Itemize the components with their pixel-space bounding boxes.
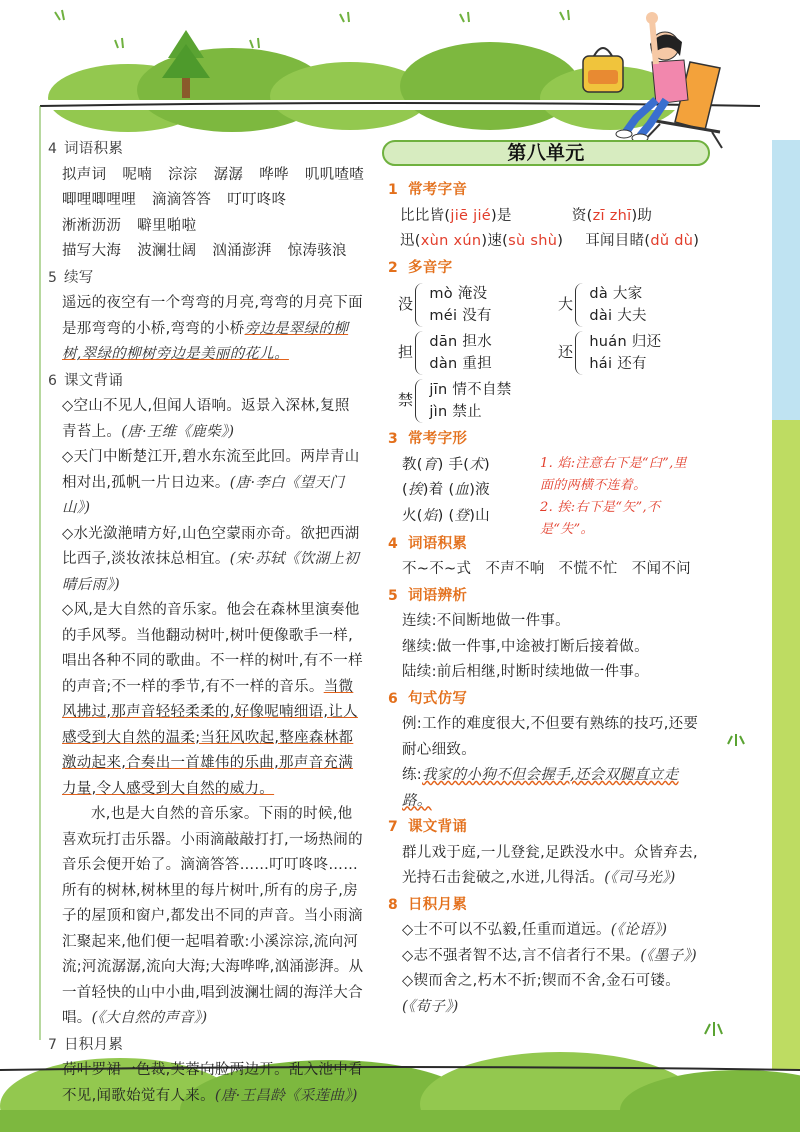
brace <box>415 283 425 327</box>
poem-text: ◇天门中断楚江开,碧水东流至此回。两岸青山相对出,孤帆一片日边来。 <box>62 449 360 491</box>
reading: dà 大家 <box>589 286 643 302</box>
recitation-item <box>48 394 364 445</box>
recitation-item <box>48 802 364 1032</box>
section-title: 课文背诵 <box>408 819 468 835</box>
section-number: 1 <box>388 182 399 198</box>
pronunciation-item <box>400 229 563 255</box>
word: 不慌不忙 <box>558 561 618 577</box>
word: 淅淅沥沥 <box>62 217 122 234</box>
brace <box>575 331 585 375</box>
handwritten-answer: 我家的小狗不但会握手,还会双腿直立走路。 <box>402 767 679 809</box>
word-part: )速( <box>481 233 509 249</box>
quote: ◇志不强者智不达,言不信者行不果。 <box>402 947 641 964</box>
word: 惊涛骇浪 <box>287 243 347 259</box>
text: ) <box>484 456 490 473</box>
right-section-7-header <box>388 815 708 841</box>
pronunciation-row <box>388 229 708 255</box>
word-row <box>388 557 708 583</box>
text: ) 手( <box>437 456 470 473</box>
section-title: 课文背诵 <box>64 372 124 389</box>
pinyin-options: jiē jié <box>450 207 492 224</box>
character: 还 <box>558 343 574 362</box>
word-part: 耳闻目睹( <box>585 233 651 249</box>
word-part: )是 <box>491 207 512 224</box>
sky-strip <box>772 140 800 420</box>
section-number: 4 <box>388 535 399 552</box>
practice-sentence <box>388 763 708 814</box>
right-section-5-header <box>388 584 708 610</box>
unit-title: 第八单元 <box>507 142 585 164</box>
reading: mò 淹没 <box>429 286 488 302</box>
section-number: 4 <box>48 141 58 157</box>
word: 噼里啪啦 <box>137 217 197 234</box>
quote-line <box>388 918 708 944</box>
recitation-item <box>48 598 364 802</box>
character: 担 <box>398 343 414 362</box>
reading: dài 大夫 <box>589 308 647 324</box>
word: 汹涌澎湃 <box>212 243 272 259</box>
text: )着 ( <box>422 482 455 498</box>
section-number: 2 <box>388 259 399 276</box>
word-row <box>48 239 364 265</box>
readings <box>429 379 511 423</box>
pronunciation-row <box>388 204 708 230</box>
section-title: 日积月累 <box>408 896 468 913</box>
polyphone-item <box>558 283 708 327</box>
poem-text: ◇水光潋滟晴方好,山色空蒙雨亦奇。欲把西湖比西子,淡妆浓抹总相宜。 <box>62 525 360 567</box>
source: (《荀子》) <box>402 998 459 1015</box>
word-part: ) <box>557 233 564 249</box>
text: )山 <box>469 507 490 524</box>
readings <box>589 283 647 327</box>
quote-line <box>388 944 708 970</box>
left-section-5-header <box>48 266 364 292</box>
answer: 登 <box>454 507 470 524</box>
continuation-paragraph <box>48 291 364 368</box>
note-2: 2. 挨:右下是“矢”,不是“失”。 <box>540 499 661 537</box>
brace <box>415 331 425 375</box>
quote-line <box>388 969 708 1020</box>
word: 描写大海 <box>62 243 122 259</box>
quote: ◇锲而舍之,朽木不折;锲而不舍,金石可镂。 <box>402 973 681 989</box>
recitation-text <box>388 841 708 892</box>
word: 叮叮咚咚 <box>227 192 287 208</box>
poem-source: (宋·苏轼《饮湖上初晴后雨》) <box>62 551 359 593</box>
reading: dàn 重担 <box>429 356 493 372</box>
definition-line: 陆续:前后相继,时断时续地做一件事。 <box>402 664 649 680</box>
prose-text: 群儿戏于庭,一儿登瓮,足跌没水中。众皆弃去,光持石击瓮破之,水迸,儿得活。 <box>402 844 698 886</box>
reading: jìn 禁止 <box>429 404 482 420</box>
reading: méi 没有 <box>429 308 492 324</box>
right-column <box>388 136 708 1020</box>
section-title: 句式仿写 <box>408 690 468 707</box>
pronunciation-item <box>585 229 699 255</box>
word-row <box>48 188 364 214</box>
reading: hái 还有 <box>589 356 647 372</box>
word-part: )助 <box>631 207 653 224</box>
practice-label: 练: <box>402 767 422 783</box>
prose-text: ◇风,是大自然的音乐家。他会在森林里演奏他的手风琴。当他翻动树叶,树叶便像歌手一样,唱出各种不同的歌曲。不一样的树叶,有不一样的声音;不一样的季节,有不一样的音乐。 <box>62 602 363 695</box>
word: 不声不响 <box>485 561 545 577</box>
daily-accumulation <box>48 1058 364 1109</box>
poem-source: (唐·李白《望天门山》) <box>62 474 345 516</box>
poem-source: (唐·王维《鹿柴》) <box>121 423 235 440</box>
word-row <box>48 163 364 189</box>
pinyin-options: dǔ dù <box>650 233 694 249</box>
readings <box>429 283 491 327</box>
printed-text: 遥远的夜空有一个弯弯的月亮,弯弯的月亮下面是那弯弯的小桥,弯弯的小桥 <box>62 295 363 337</box>
section-number: 5 <box>48 269 58 286</box>
polyphone-row <box>398 331 708 375</box>
section-title: 词语积累 <box>64 141 124 157</box>
readings <box>429 331 492 375</box>
right-section-1-header <box>388 178 708 204</box>
handwritten-notes <box>540 453 700 541</box>
prose-text-underlined: 当微风拂过,那声音轻轻柔柔的,好像呢喃细语,让人感受到大自然的温柔;当狂风吹起,整座森林都激动起来,合奏出一首雄伟的乐曲,那声音充满力量,令人感受到大自然的威力。 <box>62 678 358 797</box>
pinyin-options: zī zhī <box>592 207 632 224</box>
polyphone-item <box>558 331 708 375</box>
polyphone-item <box>398 283 548 327</box>
answer: 挨 <box>407 482 423 498</box>
right-section-3-header <box>388 427 708 453</box>
text: ( <box>402 482 408 498</box>
word: 淙淙 <box>168 166 198 183</box>
quote: ◇士不可以不弘毅,任重而道远。 <box>402 922 611 938</box>
answer: 血 <box>454 482 470 498</box>
character-form-block <box>388 453 708 537</box>
polyphone-item <box>398 379 548 423</box>
character: 禁 <box>398 391 414 410</box>
recitation-item <box>48 522 364 599</box>
poem-source: (唐·王昌龄《采莲曲》) <box>214 1087 358 1104</box>
word-part: 迅( <box>400 233 421 249</box>
source: (《墨子》) <box>640 947 697 964</box>
word-row <box>48 214 364 240</box>
word: 拟声词 <box>62 166 107 183</box>
section-title: 词语辨析 <box>408 587 468 604</box>
section-number: 7 <box>388 819 399 835</box>
section-title: 词语积累 <box>408 535 468 552</box>
poem-text: 荷叶罗裙一色裁,芙蓉向脸两边开。乱入池中看不见,闻歌始觉有人来。 <box>62 1062 363 1104</box>
section-number: 5 <box>388 587 399 604</box>
section-number: 3 <box>388 431 399 447</box>
word-part: ) <box>693 233 700 249</box>
pinyin-options: xùn xún <box>420 233 482 249</box>
brace <box>415 379 425 423</box>
pronunciation-item <box>572 204 652 230</box>
brace <box>575 283 585 327</box>
grass-strip <box>772 420 800 1070</box>
source: (《司马光》) <box>604 870 676 886</box>
section-title: 多音字 <box>408 259 453 276</box>
word: 叽叽喳喳 <box>304 166 365 183</box>
section-number: 6 <box>48 372 58 389</box>
left-section-4-header <box>48 137 364 163</box>
word: 哗哗 <box>259 166 289 183</box>
text: ) ( <box>437 507 455 524</box>
polyphone-row <box>398 379 708 423</box>
definition-line: 连续:不间断地做一件事。 <box>402 613 570 629</box>
polyphone-row <box>398 283 708 327</box>
word-part: 比比皆( <box>400 207 451 224</box>
right-section-6-header <box>388 687 708 713</box>
handwritten-answer: 旁边是翠绿的柳树,翠绿的柳树旁边是美丽的花儿。 <box>62 320 349 362</box>
text: 火( <box>402 507 423 524</box>
pronunciation-item <box>400 204 512 230</box>
source: (《论语》) <box>610 922 668 938</box>
backpack-icon <box>583 48 623 92</box>
word: 波澜壮阔 <box>137 243 197 259</box>
polyphone-group <box>388 283 708 423</box>
reading: huán 归还 <box>589 334 662 350</box>
word: 滴滴答答 <box>152 192 212 208</box>
right-section-2-header <box>388 256 708 282</box>
character: 没 <box>398 295 414 314</box>
word: 呢喃 <box>122 166 152 183</box>
character: 大 <box>558 295 574 314</box>
answer: 焰 <box>422 507 438 524</box>
example-sentence: 例:工作的难度很大,不但要有熟练的技巧,还要耐心细致。 <box>402 716 699 758</box>
text: 教( <box>402 456 423 473</box>
section-number: 8 <box>388 896 399 913</box>
word: 不闻不问 <box>631 561 691 577</box>
grass-tufts <box>705 734 744 1036</box>
right-section-8-header <box>388 893 708 919</box>
left-column <box>48 136 364 1109</box>
section-title: 常考字音 <box>408 182 468 198</box>
note-1: 1. 焰:注意右下是“臼”,里面的两横不连着。 <box>540 455 687 493</box>
answer: 术 <box>469 456 485 473</box>
word: 不~不~式 <box>402 561 472 577</box>
section-title: 常考字形 <box>408 431 468 447</box>
reading: dān 担水 <box>429 334 493 350</box>
left-section-7-header <box>48 1033 364 1059</box>
section-title: 日积月累 <box>64 1036 124 1053</box>
left-section-6-header <box>48 369 364 395</box>
polyphone-item <box>398 331 548 375</box>
recitation-item <box>48 445 364 522</box>
unit-banner <box>382 136 710 170</box>
definition-line: 继续:做一件事,中途被打断后接着做。 <box>402 638 649 655</box>
reading: jīn 情不自禁 <box>429 382 512 398</box>
section-number: 6 <box>388 690 399 707</box>
prose-text: 水,也是大自然的音乐家。下雨的时候,他喜欢玩打击乐器。小雨滴敲敲打打,一场热闹的音乐会便开始了。滴滴答答……叮叮咚咚……所有的树林,树林里的每片树叶,所有的房子,房子的屋顶和窗户,都发出不同的声音。当小雨滴汇聚起来,他们便一起唱着歌:小溪淙淙,流向河流;河流潺潺,流向大海;大海哗哗,汹涌澎湃。从一首轻快的山中小曲,唱到波澜壮阔的海洋大合唱。 <box>62 806 364 1026</box>
readings <box>589 331 661 375</box>
answer: 育 <box>422 456 438 473</box>
word-part: 资( <box>571 207 593 224</box>
section-number: 7 <box>48 1036 58 1053</box>
word: 潺潺 <box>213 166 244 183</box>
prose-source: (《大自然的声音》) <box>91 1010 208 1026</box>
pinyin-options: sù shù <box>508 233 558 249</box>
text: )液 <box>469 482 490 498</box>
word: 唧哩唧哩哩 <box>62 192 136 208</box>
poem-text: ◇空山不见人,但闻人语响。返景入深林,复照青苔上。 <box>62 398 350 440</box>
section-title: 续写 <box>64 269 94 286</box>
